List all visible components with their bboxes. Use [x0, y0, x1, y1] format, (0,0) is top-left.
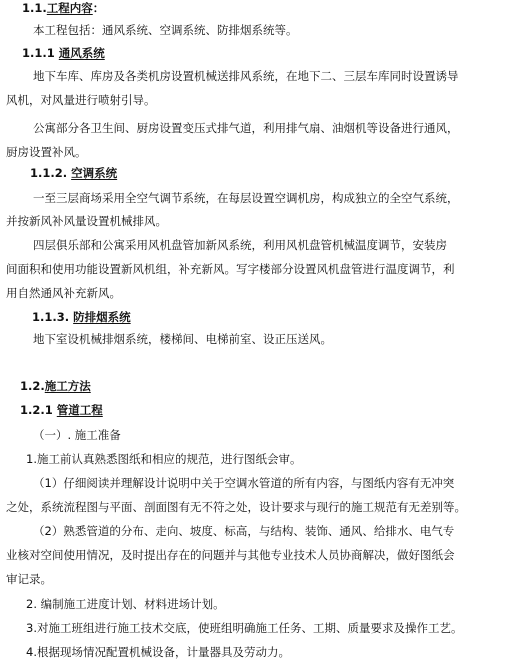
paragraph-line: 并按新风补风量设置机械排风。 — [6, 214, 167, 228]
section-heading-1-1 — [22, 0, 104, 16]
list-item: 4.根据现场情况配置机械设备，计量器具及劳动力。 — [26, 645, 290, 659]
section-title: 施工方法 — [44, 379, 91, 393]
section-title: 管道工程 — [56, 403, 103, 417]
section-title: 工程内容 — [46, 1, 93, 15]
paragraph-line: 之处，系统流程图与平面、剖面图有无不符之处，设计要求与现行的施工规范有无差别等。 — [6, 500, 466, 514]
paragraph-line: 地下车库、库房及各类机房设置机械送排风系统，在地下二、三层车库同时设置诱导 — [33, 69, 459, 83]
section-number: 1.1. — [22, 1, 47, 15]
section-heading-1-1-2 — [30, 165, 117, 181]
paragraph-line: （2）熟悉管道的分布、走向、坡度、标高，与结构、装饰、通风、给排水、电气专 — [33, 524, 455, 538]
section-number: 1.1.2. — [30, 166, 68, 180]
paragraph-line: 地下室设机械排烟系统，楼梯间、电梯前室、设正压送风。 — [33, 332, 332, 346]
section-heading-1-1-3 — [32, 309, 131, 325]
paragraph-line: 厨房设置补风。 — [6, 145, 87, 159]
paragraph-line: 四层俱乐部和公寓采用风机盘管加新风系统，利用风机盘管机械温度调节，安装房 — [33, 238, 447, 252]
section-title: 防排烟系统 — [73, 310, 131, 324]
heading-colon: ： — [92, 1, 105, 15]
subsection-heading: （一）. 施工准备 — [33, 428, 121, 442]
section-number: 1.2.1 — [20, 403, 53, 417]
paragraph-line: 间面积和使用功能设置新风机组，补充新风。写字楼部分设置风机盘管进行温度调节，利 — [6, 262, 455, 276]
paragraph-line: 本工程包括：通风系统、空调系统、防排烟系统等。 — [33, 23, 298, 37]
section-heading-1-1-1 — [22, 45, 105, 61]
section-title: 空调系统 — [71, 166, 118, 180]
paragraph-line: 业核对空间使用情况，及时提出存在的问题并与其他专业技术人员协商解决，做好图纸会 — [6, 548, 455, 562]
list-item: 3.对施工班组进行施工技术交底，使班组明确施工任务、工期、质量要求及操作工艺。 — [26, 621, 463, 635]
paragraph-line: 审记录。 — [6, 572, 52, 586]
section-title: 通风系统 — [58, 46, 105, 60]
paragraph-line: 用自然通风补充新风。 — [6, 286, 121, 300]
paragraph-line: 一至三层商场采用全空气调节系统，在每层设置空调机房，构成独立的全空气系统， — [33, 191, 459, 205]
section-number: 1.1.3. — [32, 310, 70, 324]
section-number: 1.1.1 — [22, 46, 55, 60]
paragraph-line: 公寓部分各卫生间、厨房设置变压式排气道，利用排气扇、油烟机等设备进行通风， — [33, 121, 459, 135]
section-heading-1-2 — [20, 378, 91, 394]
section-heading-1-2-1 — [20, 402, 103, 418]
paragraph-line: （1）仔细阅读并理解设计说明中关于空调水管道的所有内容，与图纸内容有无冲突 — [33, 476, 455, 490]
section-number: 1.2. — [20, 379, 45, 393]
list-item: 2. 编制施工进度计划、材料进场计划。 — [26, 597, 225, 611]
paragraph-line: 风机，对风量进行喷射引导。 — [6, 93, 156, 107]
list-item: 1.施工前认真熟悉图纸和相应的规范，进行图纸会审。 — [26, 452, 302, 466]
